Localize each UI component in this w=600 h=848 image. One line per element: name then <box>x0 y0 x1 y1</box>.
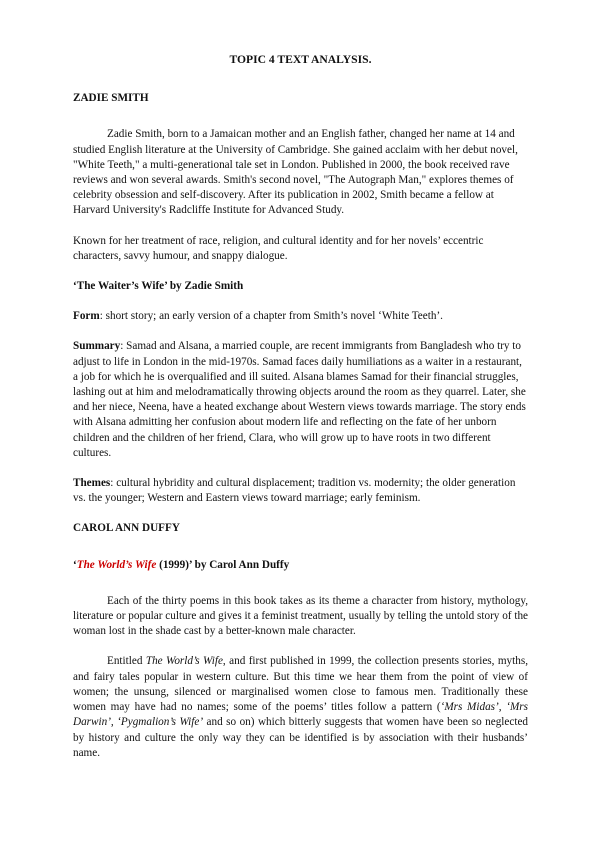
zadie-bio-paragraph: Zadie Smith, born to a Jamaican mother and an English father, changed her name at 14 and studied English literature at the University of Cambridge. She gained acclaim with her debut novel, "White Teeth," a multi-generational tale set in London. Published in 2000, the book received rave reviews and won several awards. Smith's second novel, "The Autograph Man," explores themes of celebrity obsession and self-discovery. After its publication in 2002, Smith became a fellow at Harvard University's Radcliffe Institute for Advanced Study. <box>73 128 518 217</box>
para2-intro: Entitled <box>107 655 146 668</box>
worlds-wife-heading-rest: (1999)’ by Carol Ann Duffy <box>156 558 290 571</box>
themes-text: : cultural hybridity and cultural displacement; tradition vs. modernity; the older generation vs. the younger; Western and Eastern views toward marriage; early feminism. <box>73 477 516 505</box>
worlds-wife-heading <box>73 558 528 573</box>
para2-book-title: The World’s Wife <box>145 655 223 668</box>
zadie-known-paragraph: Known for her treatment of race, religion, and cultural identity and for her novels’ eccentric characters, savvy humour, and snappy dialogue. <box>73 234 484 262</box>
themes-label: Themes <box>73 477 111 490</box>
duffy-paragraph-1: Each of the thirty poems in this book takes as its theme a character from history, mythology, literature or popular culture and gives it a feminist treatment, usually by telling the untold story of the woman lost in the shade cast by a better-known male character. <box>73 594 528 638</box>
duffy-paragraph-2 <box>73 654 528 760</box>
para2-body: , and first published in 1999, the collection presents stories, myths, and fairy tales popular in western culture. But this time we hear them from the point of view of women; the unsung, silenced or marginalised women close to famous men. Traditionally these women may have had no names; some of the poems’ titles follow a pattern ( <box>73 655 528 714</box>
form-label: Form <box>73 310 100 323</box>
document-page <box>73 52 528 776</box>
waiters-wife-heading: ‘The Waiter’s Wife’ by Zadie Smith <box>73 280 244 293</box>
summary-paragraph <box>73 339 528 461</box>
form-paragraph <box>73 309 528 324</box>
summary-text: : Samad and Alsana, a married couple, are recent immigrants from Bangladesh who try to adjust to life in London in the mid-1970s. Samad faces daily humiliations as a waiter in a restaurant, a job for which he is overqualified and ill suited. Alsana blames Samad for their financial struggles, lashing out at him and melodramatically throwing objects around the room as they quarrel. Later, she and her niece, Neena, have a heated exchange about Western views towards marriage. The story ends with Alsana admitting her confusion about modern life and reflecting on the fate of her unborn children and the children of her friend, Clara, who will grow up to have roots in two different cultures. <box>73 340 526 459</box>
themes-paragraph <box>73 476 528 506</box>
para2-poem-examples: ‘Mrs Midas’, ‘Mrs Darwin’, ‘Pygmalion’s Wife’ <box>73 701 528 729</box>
section-heading-carol-ann-duffy: CAROL ANN DUFFY <box>73 522 180 535</box>
para2-conclusion: and so on) which bitterly suggests that women have been so neglected by history and culture the only way they can be identified is by association with their husbands’ name. <box>73 716 529 759</box>
section-heading-zadie-smith: ZADIE SMITH <box>73 92 149 105</box>
worlds-wife-title: The World’s Wife <box>76 558 157 571</box>
document-title: TOPIC 4 TEXT ANALYSIS. <box>229 53 372 66</box>
summary-label: Summary <box>73 340 121 353</box>
worlds-wife-open-quote: ‘ <box>73 558 77 571</box>
form-text: : short story; an early version of a chapter from Smith’s novel ‘White Teeth’. <box>99 310 443 323</box>
